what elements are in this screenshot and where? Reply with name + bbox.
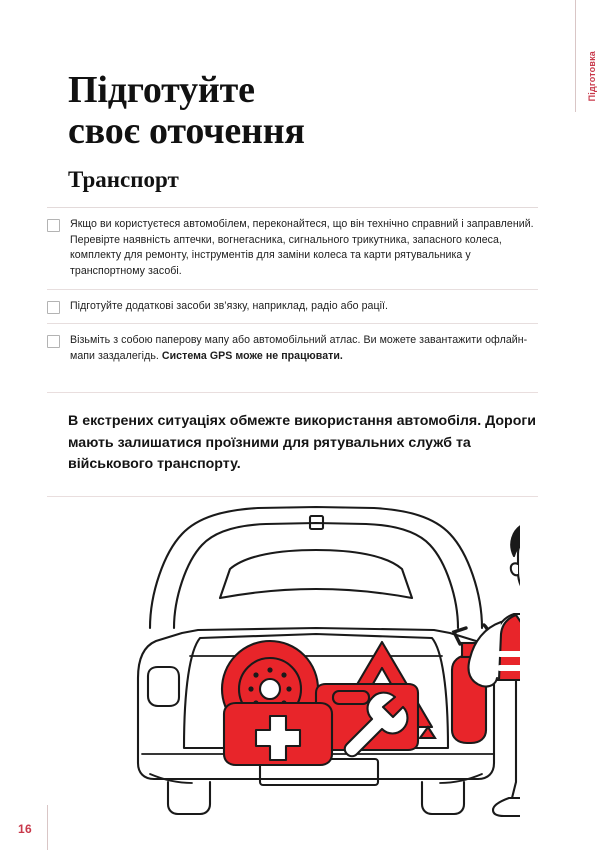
wheel-right bbox=[422, 782, 464, 814]
callout-block bbox=[47, 392, 538, 497]
trousers bbox=[512, 679, 520, 798]
wheel-left bbox=[168, 782, 210, 814]
checkbox-icon[interactable] bbox=[47, 335, 60, 348]
shoe-left bbox=[493, 798, 520, 816]
page-title-line-2: своє оточення bbox=[68, 110, 305, 153]
checklist bbox=[47, 207, 538, 374]
checklist-item-text-emphasis: Система GPS може не працювати. bbox=[161, 350, 343, 363]
illustration-car-trunk-emergency-kit bbox=[120, 498, 520, 823]
checklist-item-label: Якщо ви користуєтеся автомобілем, переконайтеся, що він технічно справний і заправлений. Перевірте наявність аптечки, вогнегасника, сигнального трикутника, запасного колеса, комплекту для ремонту, інструментів для заміни колеса та карти рятувальника у транспортному засобі. bbox=[70, 218, 534, 278]
first-aid-kit-icon bbox=[224, 703, 332, 765]
checklist-item-text-plain: Візьміть з собою паперову мапу або автомобільний атлас. Ви можете завантажити офлайн-мапи заздалегідь. bbox=[70, 334, 528, 363]
checklist-item[interactable] bbox=[47, 289, 538, 324]
section-tab-rule bbox=[575, 0, 576, 112]
page-title-line-1: Підготуйте bbox=[68, 69, 255, 111]
page-title bbox=[68, 70, 538, 152]
arm-left bbox=[469, 622, 502, 687]
hatch-outer bbox=[150, 507, 482, 628]
hatch-inner bbox=[174, 523, 458, 628]
checklist-item[interactable] bbox=[47, 323, 538, 373]
folio-rule bbox=[47, 805, 48, 850]
section-tab bbox=[561, 0, 608, 135]
person-in-safety-vest bbox=[469, 522, 521, 816]
checkbox-icon[interactable] bbox=[47, 301, 60, 314]
rear-window bbox=[220, 550, 412, 598]
tail-light-left bbox=[148, 667, 179, 706]
page-number: 16 bbox=[18, 822, 32, 836]
callout-text: В екстрених ситуаціях обмежте використання автомобіля. Дороги мають залишатися проїзними для рятувальних служб та військового транспорту. bbox=[68, 413, 536, 473]
checklist-item-label bbox=[70, 333, 538, 364]
section-tab-label: Підготовка bbox=[586, 51, 597, 102]
checklist-item[interactable] bbox=[47, 207, 538, 289]
checklist-item-label: Підготуйте додаткові засоби зв’язку, наприклад, радіо або рації. bbox=[70, 299, 389, 312]
section-subtitle: Транспорт bbox=[68, 167, 179, 192]
ear-left bbox=[511, 563, 518, 575]
checkbox-icon[interactable] bbox=[47, 219, 60, 232]
